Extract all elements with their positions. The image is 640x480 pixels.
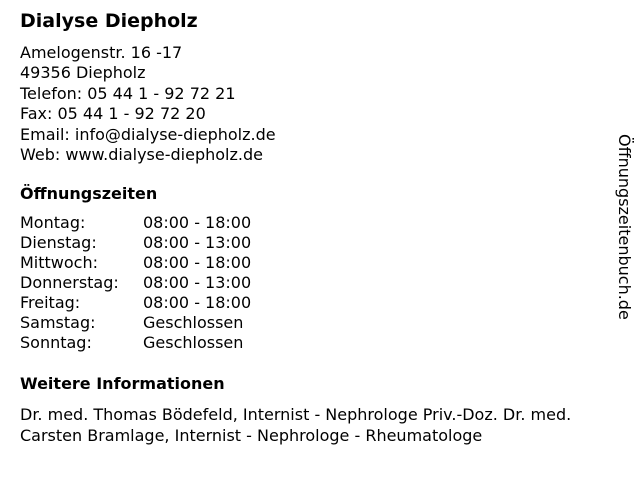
opening-hours-heading: Öffnungszeiten — [20, 184, 158, 203]
day-label: Sonntag: — [20, 333, 92, 352]
address-city: 49356 Diepholz — [20, 63, 146, 83]
hours-row-thursday — [20, 273, 251, 293]
day-label: Dienstag: — [20, 233, 97, 252]
address-street: Amelogenstr. 16 -17 — [20, 43, 183, 62]
day-label: Freitag: — [20, 293, 81, 312]
phone-line: Telefon: 05 44 1 - 92 72 21 — [20, 83, 236, 103]
time-value: 08:00 - 18:00 — [143, 293, 252, 312]
day-label: Mittwoch: — [20, 253, 98, 272]
time-value: Geschlossen — [143, 313, 244, 332]
time-value: 08:00 - 18:00 — [143, 213, 252, 232]
time-value: 08:00 - 13:00 — [143, 273, 252, 292]
further-info-heading: Weitere Informationen — [20, 374, 225, 393]
time-value: 08:00 - 13:00 — [143, 233, 252, 252]
watermark — [614, 134, 634, 364]
further-info-text: Dr. med. Thomas Bödefeld, Internist - Nephrologe Priv.-Doz. Dr. med. Carsten Bramlage, Internist - Nephrologe - Rheumatologe — [20, 405, 572, 445]
web-line: Web: www.dialyse-diepholz.de — [20, 145, 263, 165]
watermark-text: Öffnungszeitenbuch.de — [615, 134, 634, 320]
hours-row-monday — [20, 213, 251, 233]
hours-row-sunday — [20, 333, 251, 353]
email-line: Email: info@dialyse-diepholz.de — [20, 124, 276, 144]
time-value: 08:00 - 18:00 — [143, 253, 252, 272]
business-name: Dialyse Diepholz — [20, 10, 198, 32]
time-value: Geschlossen — [143, 333, 244, 352]
opening-hours-table — [20, 213, 251, 353]
day-label: Donnerstag: — [20, 273, 119, 292]
contact-block — [20, 43, 276, 165]
fax-line: Fax: 05 44 1 - 92 72 20 — [20, 104, 206, 124]
hours-row-tuesday — [20, 233, 251, 253]
day-label: Samstag: — [20, 313, 96, 332]
day-label: Montag: — [20, 213, 86, 232]
hours-row-friday — [20, 293, 251, 313]
hours-row-saturday — [20, 313, 251, 333]
hours-row-wednesday — [20, 253, 251, 273]
